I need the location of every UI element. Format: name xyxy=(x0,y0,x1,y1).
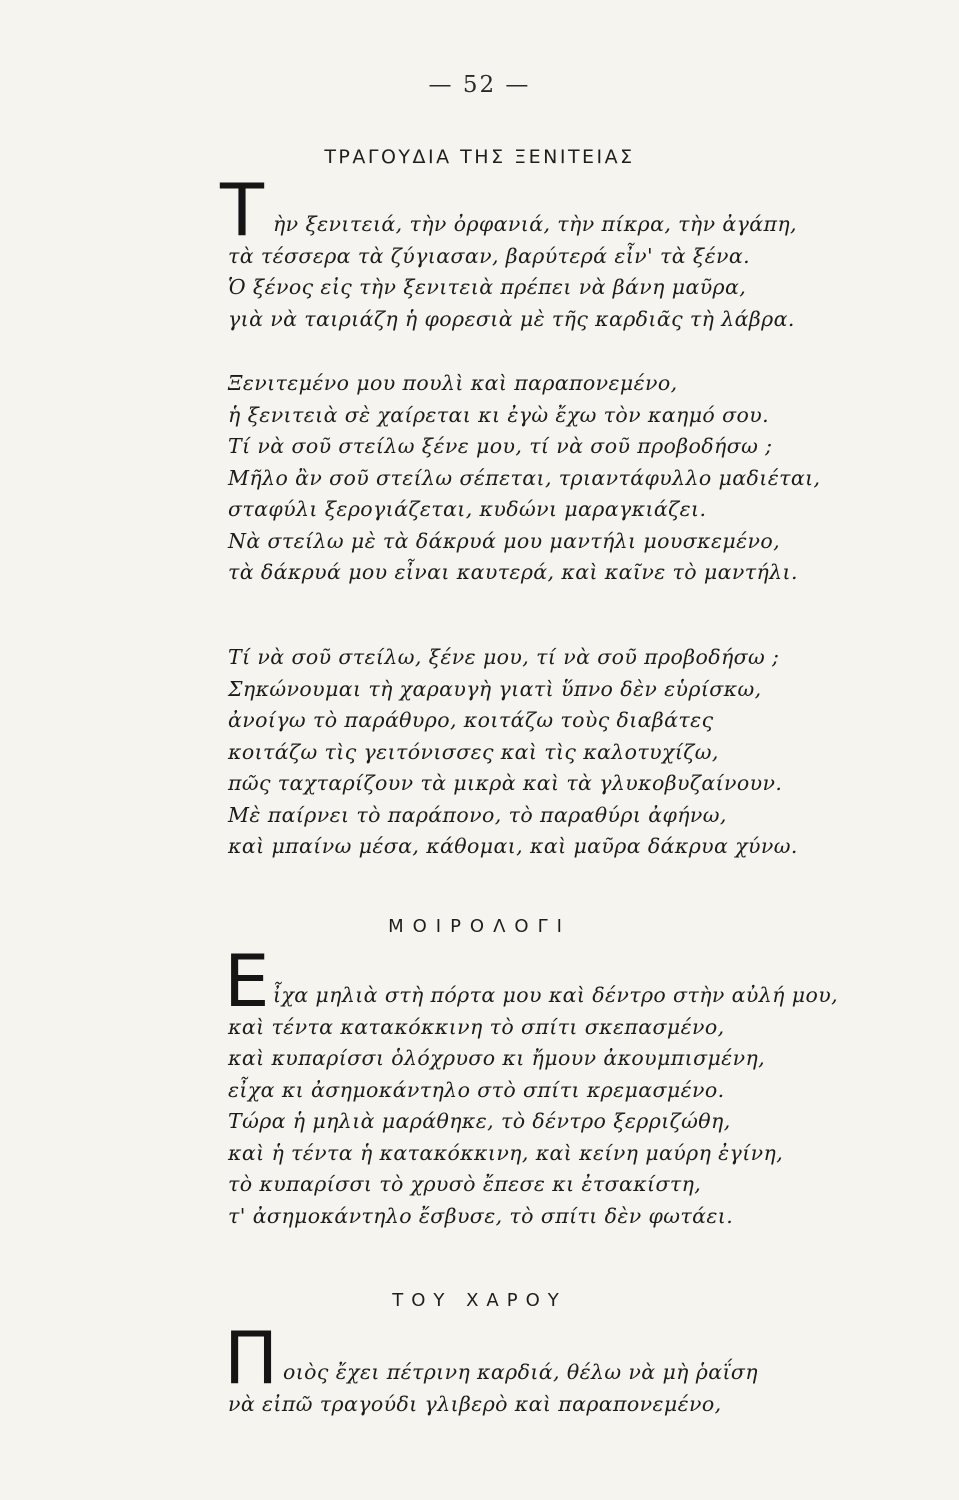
verse-line: Νὰ στείλω μὲ τὰ δάκρυά μου μαντήλι μουσκεμένο, xyxy=(228,528,780,553)
verse-line: νὰ εἰπῶ τραγούδι γλιβερὸ καὶ παραπονεμένο, xyxy=(228,1391,722,1416)
stanza-3 xyxy=(228,642,888,863)
verse-line: σταφύλι ξερογιάζεται, κυδώνι μαραγκιάζει. xyxy=(228,497,707,521)
drop-cap: Τ xyxy=(220,168,265,252)
verse-line: τὰ τέσσερα τὰ ζύγιασαν, βαρύτερά εἶν' τὰ ξένα. xyxy=(228,243,751,268)
section-title-tou-xarou: ΤΟΥ ΧΑΡΟΥ xyxy=(392,1290,567,1311)
stanza-first-line xyxy=(220,168,888,252)
page-number: — 52 — xyxy=(428,72,531,98)
verse-line: ἶχα μηλιὰ στὴ πόρτα μου καὶ δέντρο στὴν αὐλή μου, xyxy=(273,983,838,1007)
stanza-2 xyxy=(228,368,888,589)
verse-line: ἡ ξενιτειὰ σὲ χαίρεται κι ἐγὼ ἔχω τὸν καημό σου. xyxy=(228,402,769,427)
verse-line: ἀνοίγω τὸ παράθυρο, κοιτάζω τοὺς διαβάτες xyxy=(228,708,714,732)
drop-cap: Ε xyxy=(224,939,270,1023)
verse-line: Σηκώνουμαι τὴ χαραυγὴ γιατὶ ὕπνο δὲν εὑρίσκω, xyxy=(228,676,762,701)
stanza-first-line xyxy=(224,1316,888,1400)
verse-line: πῶς ταχταρίζουν τὰ μικρὰ καὶ τὰ γλυκοβυζαίνουν. xyxy=(228,771,783,795)
verse-line: εἶχα κι ἀσημοκάντηλο στὸ σπίτι κρεμασμένο. xyxy=(228,1077,725,1102)
drop-cap: Π xyxy=(224,1316,279,1400)
verse-line: καὶ κυπαρίσσι ὁλόχρυσο κι ἤμουν ἀκουμπισμένη, xyxy=(228,1046,766,1070)
verse-line: Τί νὰ σοῦ στείλω ξένε μου, τί νὰ σοῦ προβοδήσω ; xyxy=(228,434,773,458)
verse-line: Μὲ παίρνει τὸ παράπονο, τὸ παραθύρι ἀφήνω, xyxy=(228,802,727,827)
verse-line: Τί νὰ σοῦ στείλω, ξένε μου, τί νὰ σοῦ προβοδήσω ; xyxy=(228,645,780,669)
stanza-tou-xarou xyxy=(224,1316,888,1420)
stanza-first-line xyxy=(224,939,888,1023)
verse-line: καὶ τέντα κατακόκκινη τὸ σπίτι σκεπασμένο, xyxy=(228,1014,725,1039)
verse-line: καὶ ἡ τέντα ἡ κατακόκκινη, καὶ κείνη μαύρη ἐγίνη, xyxy=(228,1140,784,1165)
verse-line: Μῆλο ἂν σοῦ στείλω σέπεται, τριαντάφυλλο μαδιέται, xyxy=(228,465,821,490)
stanza-1 xyxy=(220,168,888,335)
section-title-xeniteia: ΤΡΑΓΟΥΔΙΑ ΤΗΣ ΞΕΝΙΤΕΙΑΣ xyxy=(324,146,635,168)
verse-line: γιὰ νὰ ταιριάζη ἡ φορεσιὰ μὲ τῆς καρδιᾶς τὴ λάβρα. xyxy=(228,306,795,331)
section-title-moirologi: ΜΟΙΡΟΛΟΓΙ xyxy=(388,916,571,937)
verse-line: Τώρα ἡ μηλιὰ μαράθηκε, τὸ δέντρο ξερριζώθη, xyxy=(228,1109,731,1133)
verse-line: οιὸς ἔχει πέτρινη καρδιά, θέλω νὰ μὴ ῥαΐση xyxy=(283,1360,758,1384)
verse-line: τ' ἀσημοκάντηλο ἔσβυσε, τὸ σπίτι δὲν φωτάει. xyxy=(228,1203,734,1228)
stanza-moirologi xyxy=(224,939,888,1232)
verse-line: τὸ κυπαρίσσι τὸ χρυσὸ ἔπεσε κι ἐτσακίστη, xyxy=(228,1172,702,1196)
verse-line: κοιτάζω τὶς γειτόνισσες καὶ τὶς καλοτυχίζω, xyxy=(228,739,719,764)
verse-line: Ξενιτεμένο μου πουλὶ καὶ παραπονεμένο, xyxy=(228,371,678,395)
verse-line: Ὁ ξένος εἰς τὴν ξενιτειὰ πρέπει νὰ βάνη μαῦρα, xyxy=(228,275,747,299)
verse-line: τὰ δάκρυά μου εἶναι καυτερά, καὶ καῖνε τὸ μαντήλι. xyxy=(228,560,798,584)
verse-line: καὶ μπαίνω μέσα, κάθομαι, καὶ μαῦρα δάκρυα χύνω. xyxy=(228,834,798,858)
verse-line: ὴν ξενιτειά, τὴν ὀρφανιά, τὴν πίκρα, τὴν ἀγάπη, xyxy=(273,212,797,236)
